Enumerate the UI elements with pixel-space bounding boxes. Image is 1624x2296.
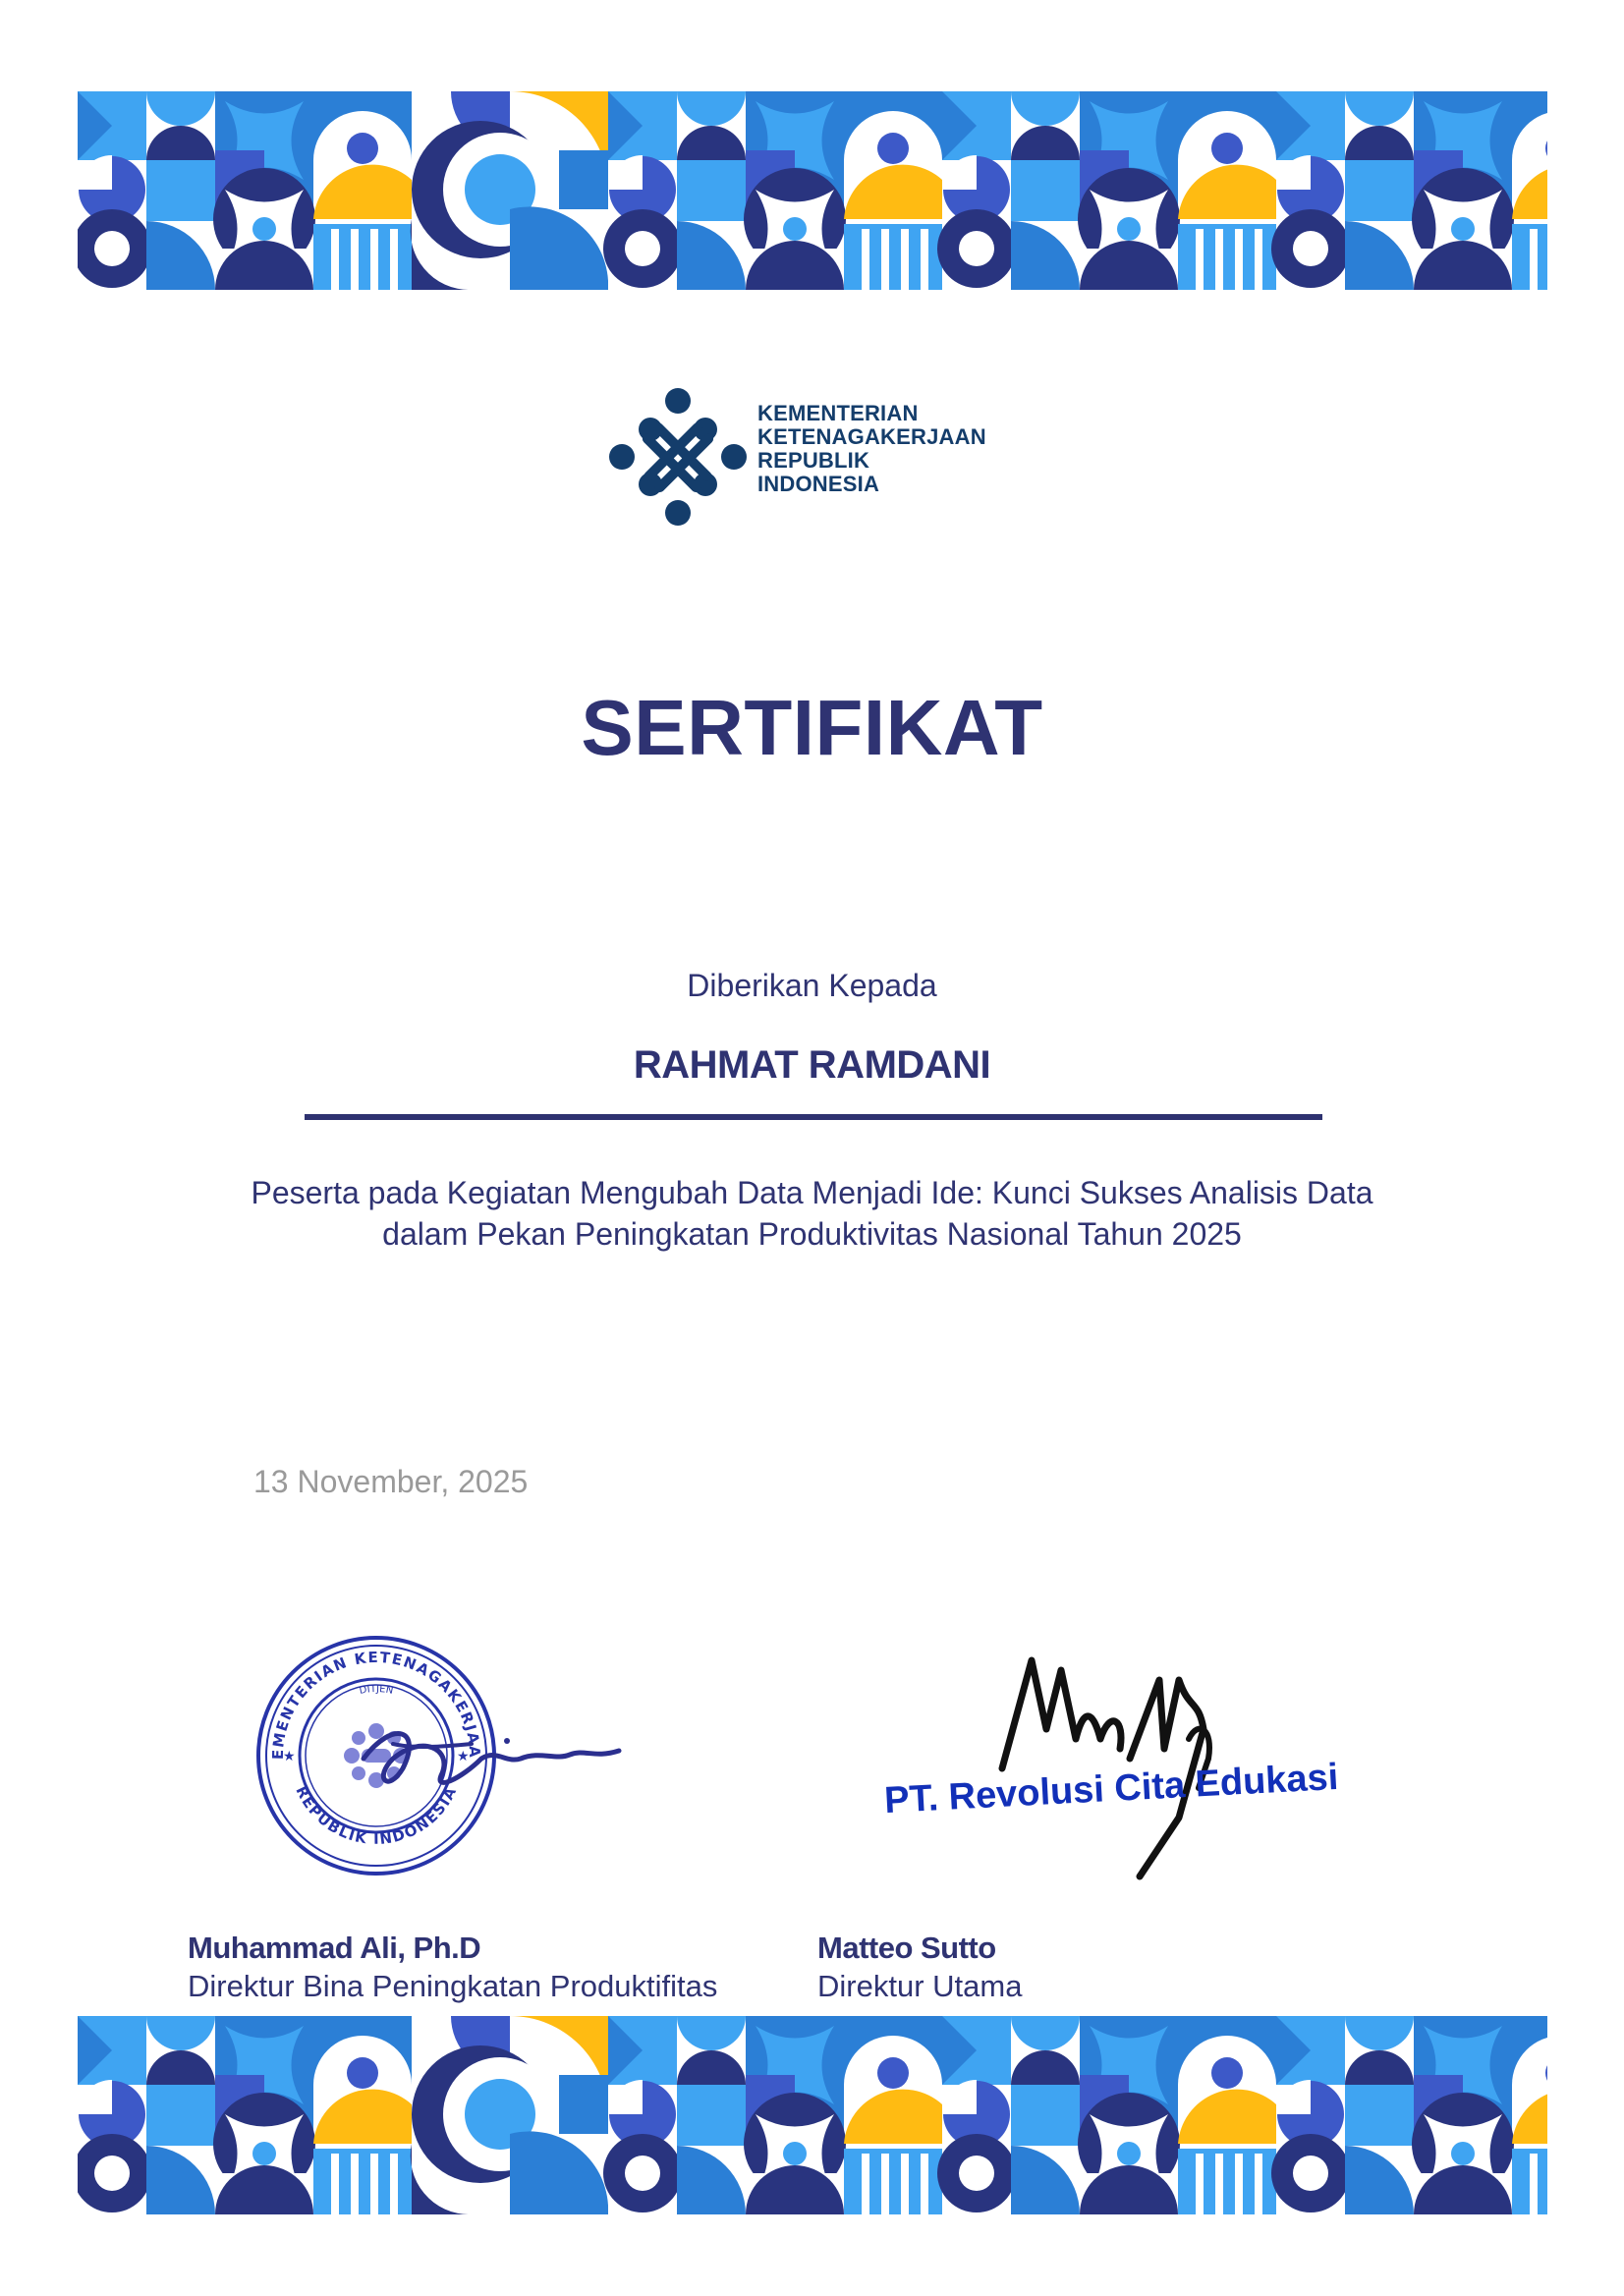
signature-director-1 <box>334 1690 629 1808</box>
certificate-title: SERTIFIKAT <box>581 684 1043 771</box>
signer-block <box>188 1930 717 2006</box>
ministry-name-line: KEMENTERIAN <box>757 401 919 425</box>
svg-text:KEMENTERIAN KETENAGAKERJAAN: EMENTERIAN KETENAGAKERJAA <box>268 1648 484 1761</box>
signer-name: Matteo Sutto <box>817 1931 996 1965</box>
ministry-logo <box>609 388 1022 526</box>
description-line: dalam Pekan Peningkatan Produktivitas Nasional Tahun 2025 <box>382 1216 1242 1252</box>
ministry-emblem-icon <box>609 388 747 526</box>
ministry-name-line: KETENAGAKERJAAN <box>757 424 986 449</box>
svg-text:DITJEN: DITJEN <box>358 1683 395 1697</box>
description-line: Peserta pada Kegiatan Mengubah Data Menjadi Ide: Kunci Sukses Analisis Data <box>251 1175 1373 1210</box>
ministry-name-line: INDONESIA <box>757 472 880 496</box>
recipient-name: RAHMAT RAMDANI <box>633 1043 991 1087</box>
company-stamp-text: PT. Revolusi Cita Edukasi <box>883 1756 1340 1822</box>
top-pattern-band <box>78 91 1547 290</box>
issue-date: 13 November, 2025 <box>253 1464 529 1499</box>
bottom-pattern-band <box>78 2016 1547 2214</box>
ministry-name <box>757 402 986 496</box>
signer-role: Direktur Utama <box>817 1969 1023 2003</box>
signer-role: Direktur Bina Peningkatan Produktifitas <box>188 1969 718 2003</box>
name-underline <box>305 1114 1322 1120</box>
svg-text:REPUBLIK INDONESIA: REPUBLIK INDONESIA <box>292 1783 461 1848</box>
signer-name: Muhammad Ali, Ph.D <box>188 1931 481 1965</box>
svg-text:★: ★ <box>457 1749 470 1764</box>
svg-text:★: ★ <box>283 1749 296 1764</box>
certificate-description <box>0 1172 1624 1255</box>
ministry-name-line: REPUBLIK <box>757 448 870 473</box>
given-to-label: Diberikan Kepada <box>687 968 937 1003</box>
signer-block <box>817 1930 1022 2006</box>
